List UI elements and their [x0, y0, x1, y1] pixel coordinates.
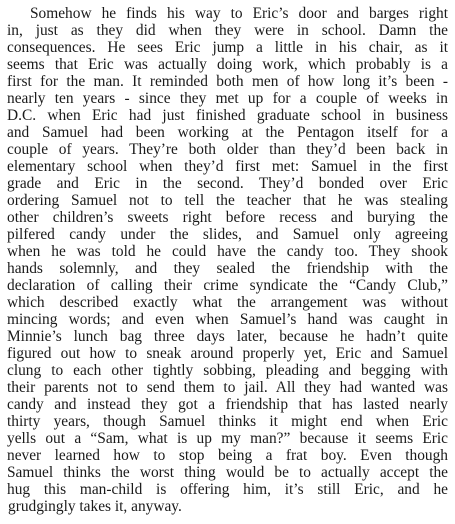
text-line: yells out a “Sam, what is up my man?” because it seems Eric	[7, 430, 448, 447]
text-line: grudgingly takes it, anyway.	[8, 498, 182, 515]
text-line: never learned how to stop being a frat boy. Even though	[7, 447, 448, 464]
text-line: first for the man. It reminded both men of how long it’s been -	[7, 73, 448, 90]
text-line: which described exactly what the arrangement was without	[7, 294, 448, 311]
text-line: ordering Samuel not to tell the teacher that he was stealing	[7, 192, 448, 209]
text-line: consequences. He sees Eric jump a little in his chair, as it	[7, 39, 448, 56]
text-line: declaration of calling their crime syndicate the “Candy Club,”	[7, 277, 448, 294]
text-line: Somehow he finds his way to Eric’s door and barges right	[30, 5, 448, 22]
text-line: thirty years, though Samuel thinks it might end when Eric	[7, 413, 448, 430]
text-line: in, just as they did when they were in school. Damn the	[7, 22, 448, 39]
text-line: other children’s sweets right before recess and burying the	[7, 209, 448, 226]
text-line: candy and instead they got a friendship that has lasted nearly	[7, 396, 448, 413]
text-line: elementary school when they’d first met: Samuel in the first	[7, 158, 448, 175]
text-line: D.C. when Eric had just finished graduate school in business	[7, 107, 448, 124]
text-line: grade and Eric in the second. They’d bonded over Eric	[7, 175, 448, 192]
text-line: figured out how to sneak around properly yet, Eric and Samuel	[7, 345, 448, 362]
text-line: when he was told he could have the candy too. They shook	[7, 243, 448, 260]
text-line: and Samuel had been working at the Pentagon itself for a	[7, 124, 448, 141]
text-line: hands solemnly, and they sealed the friendship with the	[7, 260, 448, 277]
text-line: Minnie’s lunch bag three days later, because he hadn’t quite	[7, 328, 448, 345]
text-line: mincing words; and even when Samuel’s hand was caught in	[7, 311, 448, 328]
text-line: seems that Eric was actually doing work, which probably is a	[7, 56, 448, 73]
text-line: their parents not to send them to jail. All they had wanted was	[7, 379, 448, 396]
text-line: clung to each other tightly sobbing, pleading and begging with	[7, 362, 448, 379]
text-line: Samuel thinks the worst thing would be to actually accept the	[7, 464, 448, 481]
text-line: hug this man-child is offering him, it’s still Eric, and he	[7, 481, 448, 498]
text-line: pilfered candy under the slides, and Samuel only agreeing	[7, 226, 448, 243]
text-line: nearly ten years - since they met up for a couple of weeks in	[7, 90, 448, 107]
text-line: couple of years. They’re both older than they’d been back in	[7, 141, 448, 158]
